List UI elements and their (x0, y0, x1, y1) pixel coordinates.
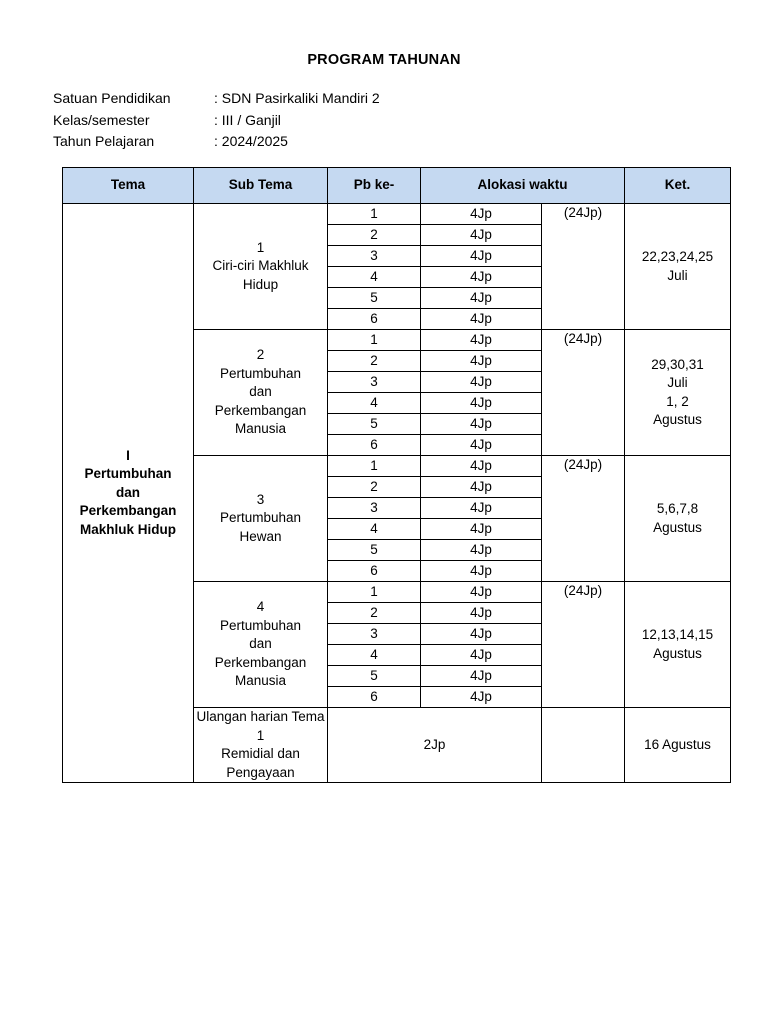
pb-cell: 3 (328, 246, 421, 267)
pb-cell: 1 (328, 456, 421, 477)
total-jp-cell: (24Jp) (542, 582, 625, 708)
meta-label: Tahun Pelajaran (53, 133, 155, 149)
pb-cell: 1 (328, 204, 421, 225)
pb-cell: 2 (328, 225, 421, 246)
pb-cell: 6 (328, 561, 421, 582)
ket-cell: 29,30,31 Juli 1, 2 Agustus (625, 330, 731, 456)
jp-cell: 4Jp (421, 624, 542, 645)
jp-cell: 4Jp (421, 372, 542, 393)
subtema-cell: 2 Pertumbuhan dan Perkembangan Manusia (194, 330, 328, 456)
pb-cell: 1 (328, 582, 421, 603)
pb-cell: 6 (328, 687, 421, 708)
pb-cell: 2 (328, 477, 421, 498)
jp-cell: 4Jp (421, 393, 542, 414)
ket-cell: 12,13,14,15 Agustus (625, 582, 731, 708)
table-header-row (63, 168, 731, 204)
pb-cell: 5 (328, 666, 421, 687)
pb-cell: 4 (328, 645, 421, 666)
jp-cell: 4Jp (421, 435, 542, 456)
jp-cell: 4Jp (421, 351, 542, 372)
pb-cell: 2 (328, 351, 421, 372)
jp-cell: 4Jp (421, 309, 542, 330)
subtema-cell: 4 Pertumbuhan dan Perkembangan Manusia (194, 582, 328, 708)
header-subtema: Sub Tema (194, 168, 328, 204)
pb-cell: 5 (328, 288, 421, 309)
pb-cell: 4 (328, 393, 421, 414)
pb-cell: 1 (328, 330, 421, 351)
jp-cell: 4Jp (421, 561, 542, 582)
jp-cell: 4Jp (421, 246, 542, 267)
program-table (62, 167, 731, 783)
table-body (63, 204, 731, 783)
total-jp-cell: (24Jp) (542, 330, 625, 456)
tema-name: Pertumbuhan dan Perkembangan Makhluk Hidup (79, 466, 177, 537)
meta-label: Satuan Pendidikan (53, 90, 171, 106)
pb-cell: 6 (328, 435, 421, 456)
total-jp-cell: (24Jp) (542, 204, 625, 330)
meta-label: Kelas/semester (53, 111, 150, 128)
pb-cell: 5 (328, 414, 421, 435)
header-tema: Tema (63, 168, 194, 204)
jp-cell: 4Jp (421, 204, 542, 225)
table-row (63, 204, 731, 225)
ulangan-total-empty (542, 708, 625, 783)
jp-cell: 4Jp (421, 288, 542, 309)
pb-cell: 2 (328, 603, 421, 624)
jp-cell: 4Jp (421, 225, 542, 246)
jp-cell: 4Jp (421, 603, 542, 624)
subtema-cell: 1 Ciri-ciri Makhluk Hidup (194, 204, 328, 330)
pb-cell: 4 (328, 519, 421, 540)
tema-cell (63, 204, 194, 783)
jp-cell: 4Jp (421, 498, 542, 519)
jp-cell: 4Jp (421, 666, 542, 687)
total-jp-cell: (24Jp) (542, 456, 625, 582)
subtema-cell: 3 Pertumbuhan Hewan (194, 456, 328, 582)
meta-value: : III / Ganjil (214, 111, 281, 128)
jp-cell: 4Jp (421, 267, 542, 288)
jp-cell: 4Jp (421, 540, 542, 561)
ulangan-label: Ulangan harian Tema 1 Remidial dan Pengayaan (194, 708, 328, 783)
ulangan-ket: 16 Agustus (625, 708, 731, 783)
pb-cell: 6 (328, 309, 421, 330)
jp-cell: 4Jp (421, 414, 542, 435)
jp-cell: 4Jp (421, 330, 542, 351)
jp-cell: 4Jp (421, 456, 542, 477)
jp-cell: 4Jp (421, 687, 542, 708)
pb-cell: 5 (328, 540, 421, 561)
jp-cell: 4Jp (421, 645, 542, 666)
ket-cell: 22,23,24,25 Juli (625, 204, 731, 330)
meta-value: : 2024/2025 (214, 133, 288, 149)
header-pb: Pb ke- (328, 168, 421, 204)
page-title: PROGRAM TAHUNAN (307, 52, 461, 68)
ulangan-jp: 2Jp (328, 708, 542, 783)
jp-cell: 4Jp (421, 582, 542, 603)
pb-cell: 3 (328, 624, 421, 645)
pb-cell: 4 (328, 267, 421, 288)
ket-cell: 5,6,7,8 Agustus (625, 456, 731, 582)
jp-cell: 4Jp (421, 477, 542, 498)
header-alokasi: Alokasi waktu (421, 168, 625, 204)
meta-value: : SDN Pasirkaliki Mandiri 2 (214, 90, 380, 106)
jp-cell: 4Jp (421, 519, 542, 540)
tema-number: I (126, 447, 130, 463)
header-ket: Ket. (625, 168, 731, 204)
pb-cell: 3 (328, 372, 421, 393)
pb-cell: 3 (328, 498, 421, 519)
